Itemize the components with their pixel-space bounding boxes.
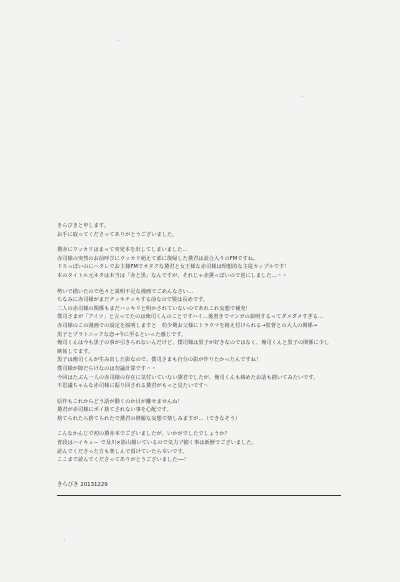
paper-speck: [302, 96, 303, 97]
paragraph-closing: [57, 430, 357, 464]
text-line: 今回はたぶん一人の赤司様の存在に気付いていない黛君でしたが、俺司くんも絡めたお話も描いてみたいです。: [57, 374, 319, 381]
paragraph-intro: [57, 246, 357, 280]
paragraph-greeting: [57, 222, 357, 239]
afterword-text: [57, 222, 357, 465]
text-line: 黛赤にワッカリはまって突発本を出してしまいました…: [57, 247, 188, 254]
text-line: 赤司様の突然のお前呼びにウッカリ萌えて部に復帰した黛君は読合入りのFMですね。: [57, 255, 259, 262]
text-line: ここまで読んでくださってありがとうございました──！: [57, 457, 190, 464]
text-line: ドＳっぽいのにヘタレでお主様FMでオタクな黛君と女王様な赤司様は理想的な主従カップルです！: [57, 264, 290, 271]
text-line: 黛君が赤司様にポイ捨てされない事を心配です。: [57, 407, 172, 414]
text-line: 捨てられたら捨てられたで黛君の修羅な妄想で楽しみますが…（できなそう）: [57, 415, 241, 422]
text-line: 僕司さまが「アイツ」と言ってたのは俺司くんのことですハイ…後書きでマンガの説明するってダメダメすぎる…: [57, 314, 324, 321]
text-line: 黒子は俺司くんが生み出した影なので、僕司さまも自分の影が作りたかったんですね！: [57, 357, 262, 364]
text-line: 不思議ちゃんな赤司様に振り回される黛君がもっと見たいです〜: [57, 383, 209, 390]
text-line: 黒子とプラトニックな恋→今に至るといった感じです。: [57, 331, 187, 338]
text-line: 普段はハイキュー で及川×影山描いているので気力ブ描く事は新鮮でございました。: [57, 440, 257, 447]
text-line: 二人の赤司様の関係もまだハッキリと明かされていないのであれこれ妄想で補充！: [57, 305, 251, 312]
paper-speck: [64, 540, 65, 541]
text-line: きらびきと申します。: [57, 223, 109, 229]
text-line: 勢いで描いたので色々と説明不足な漫画でごめんなさい…: [57, 288, 194, 295]
paragraph-canon-thoughts: [57, 398, 357, 424]
paper-speck: [118, 40, 119, 41]
divider-line: [57, 495, 341, 496]
text-line: 俺司くんは今も黒子の事が引きられないんだけど、僕司様は黒子が好きなのではなく、俺司くんと黒子の関係に少し: [57, 340, 330, 347]
signoff: きらびき 20131229: [57, 482, 108, 488]
text-line: こんなかんじで初の黛赤本でございましたが、いかがでしたでしょうか？: [57, 431, 230, 438]
text-line: 赤司様のこの漫画での設定を説明しますと 幼少期お父様にトラウマを植え付けられる→監督との大人の関係→: [57, 322, 318, 329]
text-line: 僕司様が隙だらけなのは勿論計算です＾＾: [57, 365, 157, 372]
text-line: ちなみに赤司様がまだチッキチッキする前なので髪は長めです。: [57, 297, 209, 304]
text-line: お手に取ってくださってありがとうございました。: [57, 231, 178, 238]
text-line: 嫉妬してます。: [57, 348, 94, 355]
text-line: 本のタイトル元ネタは本当は「赤と黒」なんですが、それじゃ赤黛っぽいので逆にしました…＾＾: [57, 272, 288, 279]
text-line: 読んでくださった方も楽しんで頂けていたら幸いです。: [57, 448, 188, 455]
text-line: 原作もこれからどう話が動くのか目が離せませんね！: [57, 398, 183, 405]
paragraph-story-notes: [57, 288, 357, 391]
